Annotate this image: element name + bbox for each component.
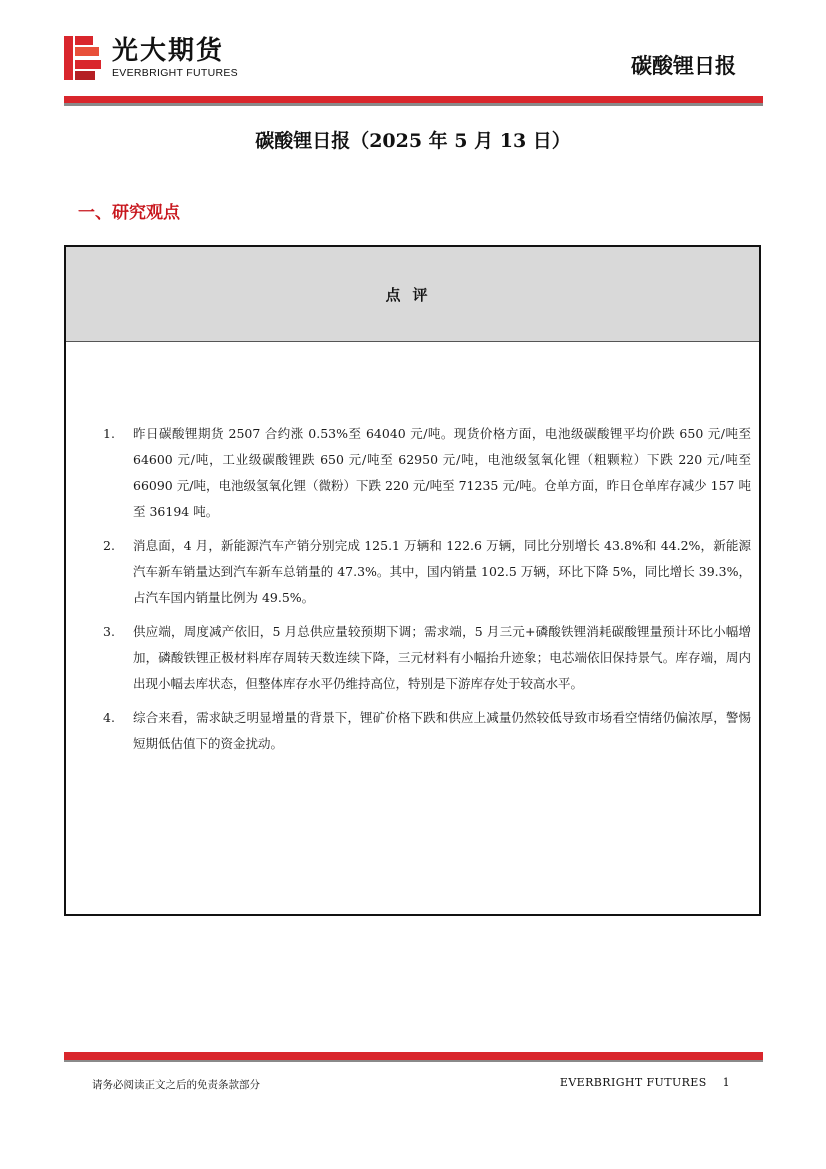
- footer-divider-shadow: [64, 1060, 763, 1062]
- item-text: 供应端，周度减产依旧，5 月总供应量较预期下调；需求端，5 月三元+磷酸铁锂消耗碳酸锂量预计环比小幅增加，磷酸铁锂正极材料库存周转天数连续下降，三元材料有小幅抬升迹象；电芯端依旧保持景气。库存端，周内出现小幅去库状态，但整体库存水平仍维持高位，特别是下游库存处于较高水平。: [133, 624, 751, 691]
- header-divider-shadow: [64, 103, 763, 106]
- footer-company: EVERBRIGHT FUTURES: [559, 1076, 707, 1089]
- report-name: 碳酸锂日报: [631, 53, 736, 78]
- item-text: 昨日碳酸锂期货 2507 合约涨 0.53%至 64040 元/吨。现货价格方面，电池级碳酸锂平均价跌 650 元/吨至 64600 元/吨，工业级碳酸锂跌 650 元/吨至 62950 元/吨，电池级氢氧化锂（粗颗粒）下跌 220 元/吨至 66090 元/吨，电池级氢氧化锂（微粉）下跌 220 元/吨至 71235 元/吨。仓单方面，昨日仓单库存减少 157 吨至 36194 吨。: [133, 426, 751, 519]
- points-list: [66, 421, 759, 765]
- footer-right: [560, 1076, 730, 1089]
- item-number: 4.: [103, 710, 115, 725]
- item-number: 3.: [103, 624, 115, 639]
- item-text: 消息面，4 月，新能源汽车产销分别完成 125.1 万辆和 122.6 万辆，同比分别增长 43.8%和 44.2%，新能源汽车新车销量达到汽车新车总销量的 47.3%。其中，国内销量 102.5 万辆，环比下降 5%，同比增长 39.3%，占汽车国内销量比例为 49.5%。: [133, 538, 751, 605]
- list-item: [66, 421, 759, 525]
- section-heading: 一、研究观点: [78, 203, 180, 223]
- list-item: [66, 619, 759, 697]
- brand-name-en: EVERBRIGHT FUTURES: [112, 67, 238, 79]
- list-item: [66, 705, 759, 757]
- item-number: 2.: [103, 538, 115, 553]
- comment-box-header: 点评: [66, 247, 759, 342]
- everbright-logo-icon: [64, 36, 104, 80]
- list-item: [66, 533, 759, 611]
- header-divider: [64, 96, 763, 103]
- page-number: 1: [722, 1076, 730, 1089]
- brand-name-cn: 光大期货: [112, 36, 225, 66]
- item-number: 1.: [103, 426, 115, 441]
- footer-divider: [64, 1052, 763, 1060]
- item-text: 综合来看，需求缺乏明显增量的背景下，锂矿价格下跌和供应上减量仍然较低导致市场看空情绪仍偏浓厚，警惕短期低估值下的资金扰动。: [133, 710, 751, 751]
- comment-box: [64, 245, 761, 916]
- footer-disclaimer: 请务必阅读正文之后的免责条款部分: [92, 1079, 260, 1091]
- document-title: 碳酸锂日报（2025 年 5 月 13 日）: [255, 130, 571, 152]
